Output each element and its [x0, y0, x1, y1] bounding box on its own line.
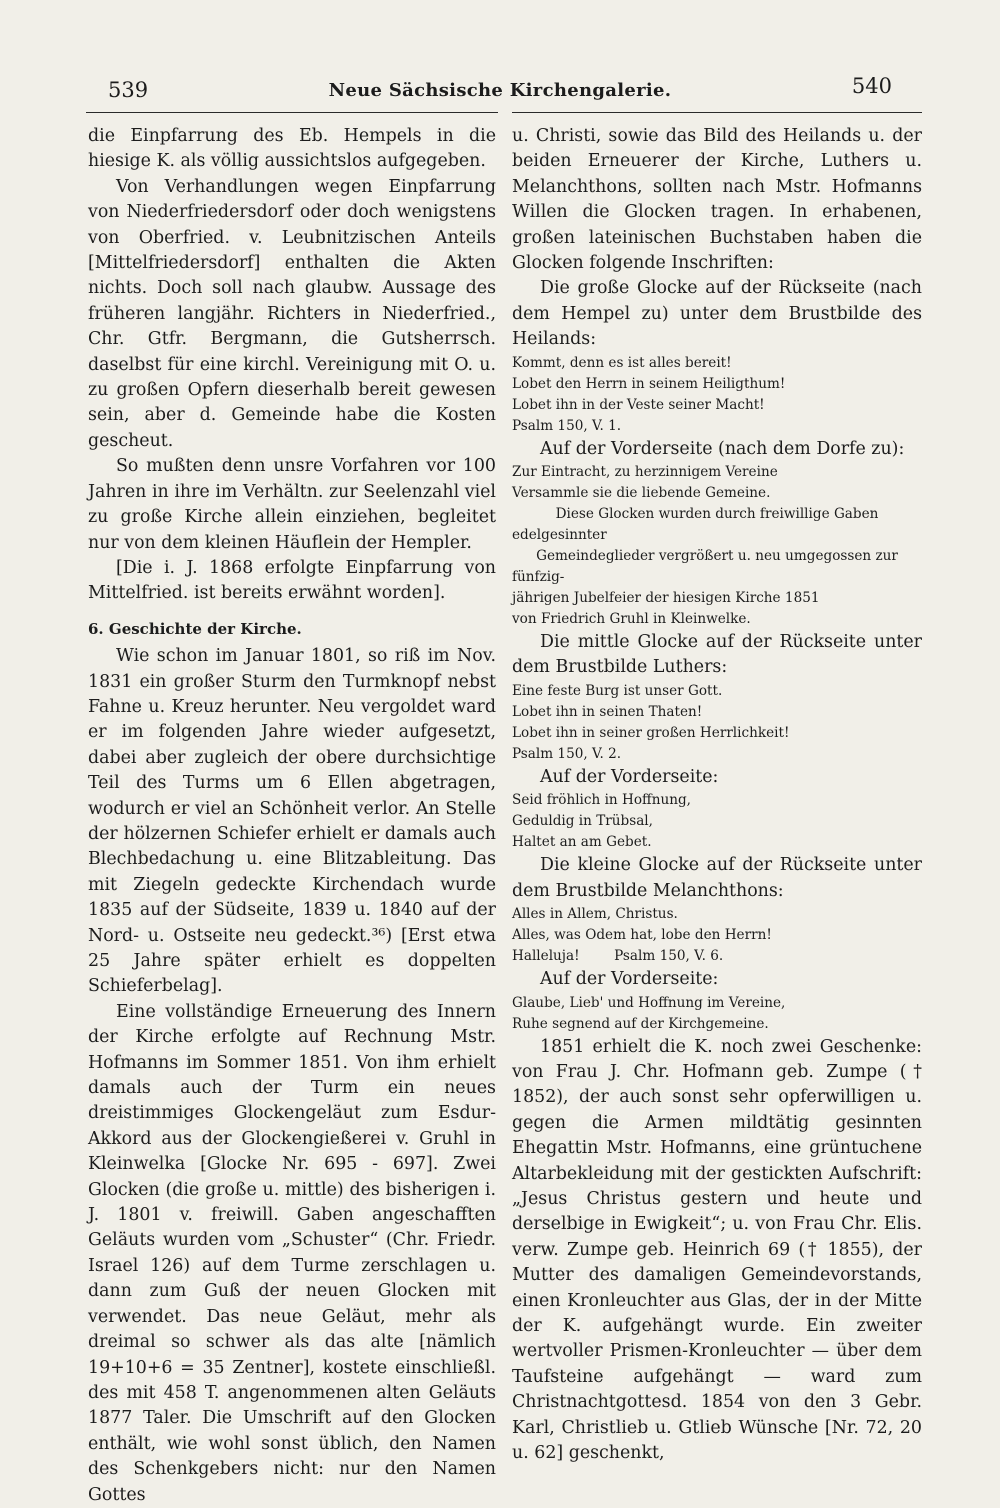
header-rule-left — [86, 112, 498, 113]
paragraph: Die große Glocke auf der Rückseite (nach dem Hempel zu) unter dem Brustbilde des Heilands: — [512, 278, 922, 350]
verse-line: Lobet ihn in der Veste seiner Macht! — [512, 396, 765, 413]
inscription-line: jährigen Jubelfeier der hiesigen Kirche 1851 — [512, 590, 820, 607]
paragraph: Auf der Vorderseite: — [540, 766, 719, 787]
verse-line: Lobet ihn in seinen Thaten! — [512, 703, 703, 720]
right-page-number: 540 — [851, 74, 892, 98]
verse-line: Haltet an am Gebet. — [512, 834, 652, 851]
right-column — [512, 124, 922, 1466]
verse-line: Ruhe segnend auf der Kirchgemeine. — [512, 1015, 769, 1032]
section-heading: 6. Geschichte der Kirche. — [88, 619, 302, 638]
paragraph: Von Verhandlungen wegen Einpfarrung von Niederfriedersdorf oder doch wenigstens von Oberfried. v. Leubnitzischen Anteils [Mittelfriedersdorf] enthalten die Akten nichts. Doch soll nach glaubw. Aussage des früheren langjähr. Richters in Niederfried., Chr. Gtfr. Bergmann, die Gutsherrsch. daselbst für eine kirchl. Vereinigung mit O. u. zu großen Opfern dieserhalb bereit gewesen sein, aber d. Gemeinde habe die Kosten gescheut. — [88, 176, 496, 451]
paragraph: So mußten denn unsre Vorfahren vor 100 Jahren in ihre im Verhältn. zur Seelenzahl viel zu große Kirche allein einziehen, begleitet nur von dem kleinen Häuflein der Hempler. — [88, 456, 496, 553]
paragraph: Auf der Vorderseite (nach dem Dorfe zu): — [540, 438, 905, 459]
paragraph: 1851 erhielt die K. noch zwei Geschenke: von Frau J. Chr. Hofmann geb. Zumpe († 1852), der auch sonst sehr opferwilligen u. gegen die Armen mildtätig gesinnten Ehegattin Mstr. Hofmanns, eine grüntuchene Altarbekleidung mit der gestickten Aufschrift: „Jesus Christus gestern und heute und derselbige in Ewigkeit“; u. von Frau Chr. Elis. verw. Zumpe geb. Heinrich 69 († 1855), der Mutter des damaligen Gemeindevorstands, einen Kronleuchter aus Glas, der in der Mitte der K. aufgehängt wurde. Ein zweiter wertvoller Prismen-Kronleuchter — über dem Taufsteine aufgehängt — ward zum Christnachtgottesd. 1854 von den 3 Gebr. Karl, Christlieb u. Gtlieb Wünsche [Nr. 72, 20 u. 62] geschenkt, — [512, 1036, 922, 1463]
paragraph: Die mittle Glocke auf der Rückseite unter dem Brustbilde Luthers: — [512, 632, 922, 678]
paragraph: die Einpfarrung des Eb. Hempels in die hiesige K. als völlig aussichtslos aufgegeben. — [88, 126, 496, 172]
verse-line: Lobet ihn in seiner großen Herrlichkeit! — [512, 724, 790, 741]
verse-line: Glaube, Lieb' und Hoffnung im Vereine, — [512, 994, 786, 1011]
verse-line: Versammle sie die liebende Gemeine. — [512, 485, 771, 502]
verse-line: Alles in Allem, Christus. — [512, 906, 678, 923]
paragraph: Die kleine Glocke auf der Rückseite unter dem Brustbilde Melanchthons: — [512, 855, 922, 901]
verse-line: Seid fröhlich in Hoffnung, — [512, 792, 691, 809]
paragraph: [Die i. J. 1868 erfolgte Einpfarrung von Mittelfried. ist bereits erwähnt worden]. — [88, 557, 496, 604]
inscription-line: von Friedrich Gruhl in Kleinwelke. — [512, 611, 751, 628]
verse-line: Eine feste Burg ist unser Gott. — [512, 682, 723, 699]
header-rule-right — [512, 112, 922, 113]
verse-line: Alles, was Odem hat, lobe den Herrn! — [512, 927, 772, 944]
paragraph: Wie schon im Januar 1801, so riß im Nov. 1831 ein großer Sturm den Turmknopf nebst Fahne u. Kreuz herunter. Neu vergoldet ward er im folgenden Jahre wieder aufgesetzt, dabei aber zugleich der obere durchsichtige Teil des Turms um 6 Ellen abgetragen, wodurch er viel an Schönheit verlor. An Stelle der hölzernen Schiefer erhielt er damals auch Blechbedachung u. eine Blitzableitung. Das mit Ziegeln gedeckte Kirchendach wurde 1835 auf der Südseite, 1839 u. 1840 auf der Nord- u. Ostseite neu gedeckt.³⁶) [Erst etwa 25 Jahre später erhielt es doppelten Schieferbelag]. — [88, 646, 496, 997]
verse-source: Psalm 150, V. 1. — [512, 417, 622, 434]
running-title: Neue Sächsische Kirchengalerie. — [328, 80, 672, 101]
verse-line: Lobet den Herrn in seinem Heiligthum! — [512, 375, 786, 392]
verse-source: Psalm 150, V. 2. — [512, 745, 622, 762]
page-header — [0, 70, 1000, 110]
inscription-line: Diese Glocken wurden durch freiwillige Gaben edelgesinnter — [512, 506, 879, 544]
paragraph: u. Christi, sowie das Bild des Heilands u. der beiden Erneuerer der Kirche, Luthers u. Melanchthons, sollten nach Mstr. Hofmanns Willen die Glocken tragen. In erhabenen, großen lateinischen Buchstaben haben die Glocken folgende Inschriften: — [512, 126, 922, 274]
verse-line: Halleluja! Psalm 150, V. 6. — [512, 948, 724, 965]
verse-line: Kommt, denn es ist alles bereit! — [512, 354, 732, 371]
left-column — [88, 124, 496, 1508]
paragraph: Auf der Vorderseite: — [540, 969, 719, 990]
paragraph: Eine vollständige Erneuerung des Innern der Kirche erfolgte auf Rechnung Mstr. Hofmanns im Sommer 1851. Von ihm erhielt damals auch der Turm ein neues dreistimmiges Glockengeläut zum Esdur-Akkord aus der Glockengießerei v. Gruhl in Kleinwelka [Glocke Nr. 695 - 697]. Zwei Glocken (die große u. mittle) des bisherigen i. J. 1801 v. freiwill. Gaben angeschafften Geläuts wurden vom „Schuster“ (Chr. Friedr. Israel 126) auf dem Turme zerschlagen u. dann zum Guß der neuen Glocken mit verwendet. Das neue Geläut, mehr als dreimal so schwer als das alte [nämlich 19+10+6 = 35 Zentner], kostete einschließl. des mit 458 T. angenommenen alten Geläuts 1877 Taler. Die Umschrift auf den Glocken enthält, wie wohl sonst üblich, den Namen des Schenkgebers nicht: nur den Namen Gottes — [88, 1001, 496, 1505]
verse-line: Zur Eintracht, zu herzinnigem Vereine — [512, 464, 778, 481]
inscription-line: Gemeindeglieder vergrößert u. neu umgegossen zur fünfzig- — [512, 548, 898, 586]
left-page-number: 539 — [108, 78, 149, 102]
verse-line: Geduldig in Trübsal, — [512, 813, 653, 830]
